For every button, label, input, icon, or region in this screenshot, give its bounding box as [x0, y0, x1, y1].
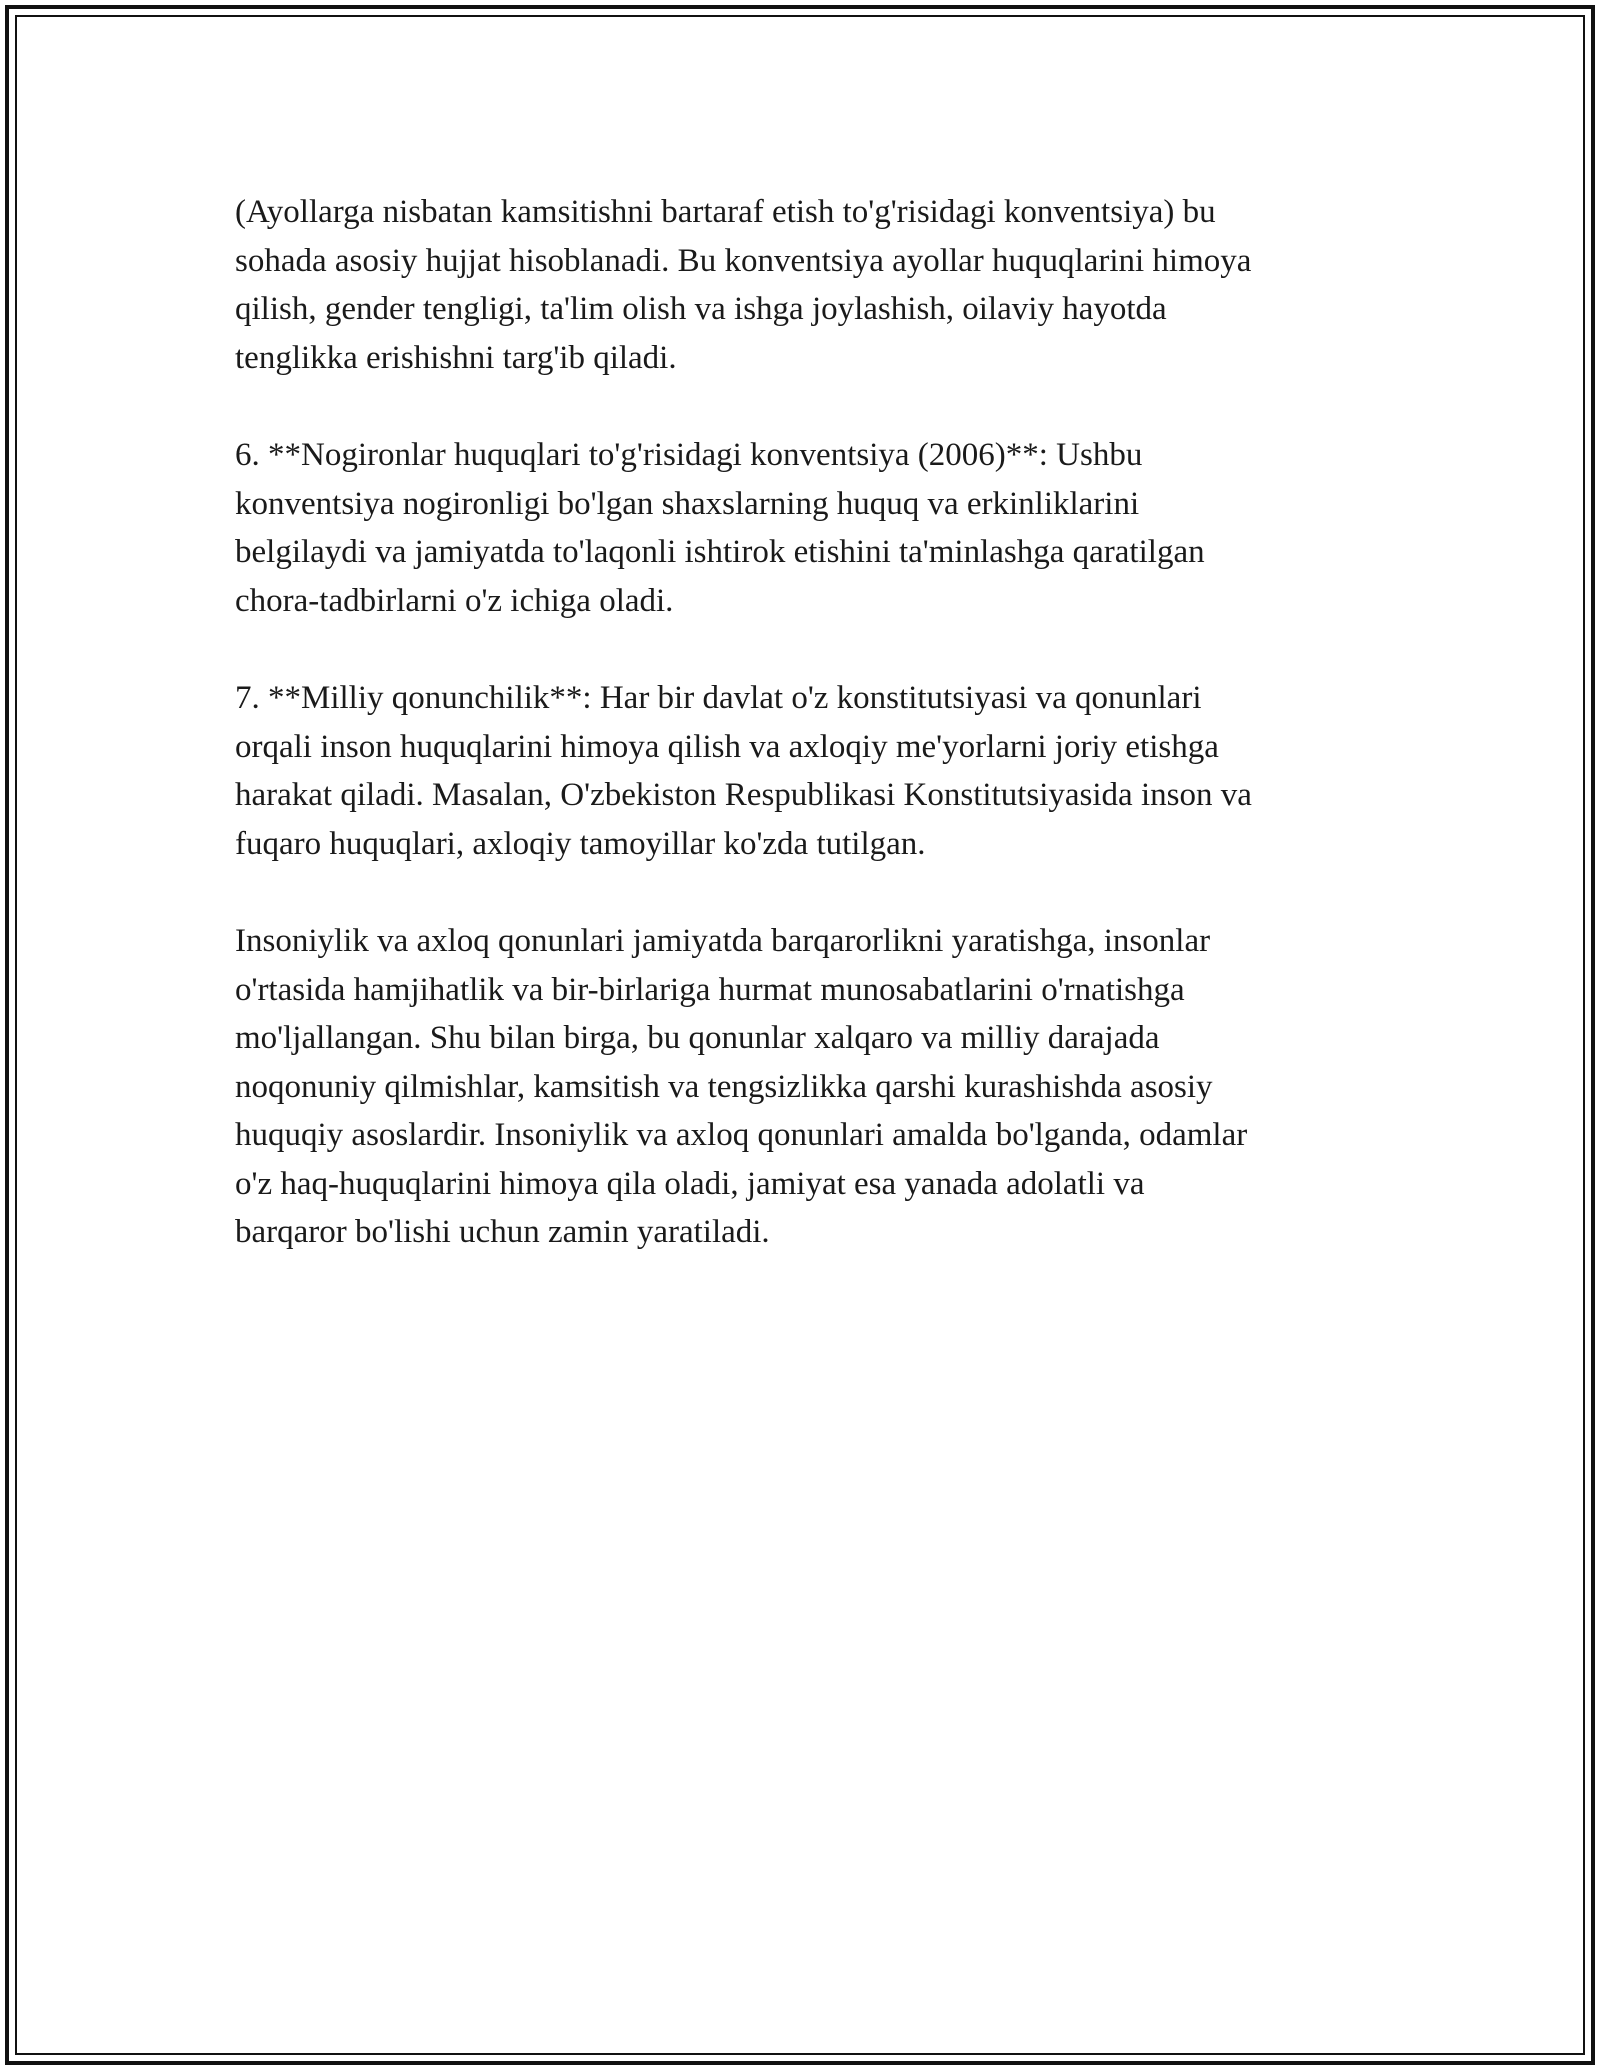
paragraph-disability-convention: 6. **Nogironlar huquqlari to'g'risidagi konventsiya (2006)**: Ushbu konventsiya nogironligi bo'lgan shaxslarning huquq va erkinliklarini belgilaydi va jamiyatda to'laqonli ishtirok etishini ta'minlashga qaratilgan chora-tadbirlarni o'z ichiga oladi. [235, 436, 1205, 619]
paragraph-cedaw-continuation: (Ayollarga nisbatan kamsitishni bartaraf etish to'g'risidagi konventsiya) bu sohada asosiy hujjat hisoblanadi. Bu konventsiya ayollar huquqlarini himoya qilish, gender tengligi, ta'lim olish va ishga joylashish, oilaviy hayotda tenglikka erishishni targ'ib qiladi. [235, 194, 1252, 376]
paragraph-conclusion: Insoniylik va axloq qonunlari jamiyatda barqarorlikni yaratishga, insonlar o'rtasida hamjihatlik va bir-birlariga hurmat munosabatlarini o'rnatishga mo'ljallangan. Shu bilan birga, bu qonunlar xalqaro va milliy darajada noqonuniy qilmishlar, kamsitish va tengsizlikka qarshi kurashishda asosiy huquqiy asoslardir. Insoniylik va axloq qonunlari amalda bo'lganda, odamlar o'z haq-huquqlarini himoya qila oladi, jamiyat esa yanada adolatli va barqaror bo'lishi uchun zamin yaratiladi. [235, 922, 1248, 1251]
paragraph-national-legislation: 7. **Milliy qonunchilik**: Har bir davlat o'z konstitutsiyasi va qonunlari orqali inson huquqlarini himoya qilish va axloqiy me'yorlarni joriy etishga harakat qiladi. Masalan, O'zbekiston Respublikasi Konstitutsiyasida inson va fuqaro huquqlari, axloqiy tamoyillar ko'zda tutilgan. [235, 679, 1252, 862]
document-body [235, 188, 1375, 1306]
